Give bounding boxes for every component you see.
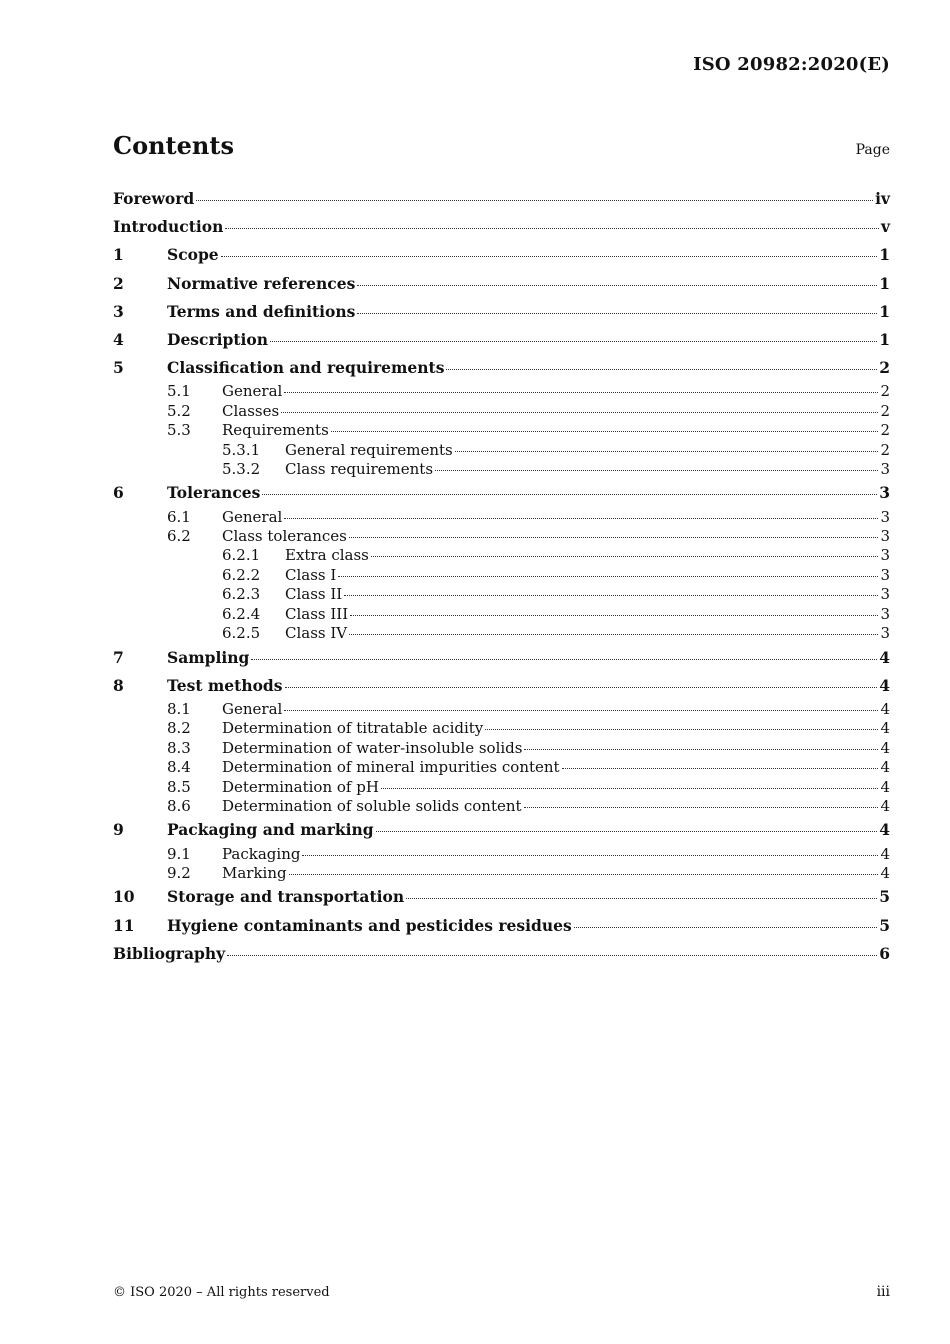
toc-entry[interactable] — [113, 546, 890, 565]
toc-entry-page: v — [880, 217, 890, 237]
dot-leader — [435, 469, 878, 471]
toc-entry-title: Classes — [222, 401, 280, 420]
toc-entry-page: 2 — [880, 440, 890, 459]
toc-entry-number: 6.1 — [167, 507, 191, 526]
toc-entry-title: Determination of water-insoluble solids — [222, 738, 523, 757]
dot-leader — [381, 787, 879, 789]
dot-leader — [289, 873, 879, 875]
dot-leader — [338, 575, 878, 577]
toc-entry-title: Terms and definitions — [167, 301, 356, 321]
toc-entry-number: 6.2 — [167, 527, 191, 546]
toc-entry-number: 2 — [113, 273, 124, 293]
toc-entry-page: 3 — [880, 604, 890, 623]
dot-leader — [574, 926, 878, 928]
toc-entry-number: 6.2.4 — [222, 604, 261, 623]
toc-entry-page: 2 — [880, 401, 890, 420]
page-column-label: Page — [855, 142, 890, 158]
page-number: iii — [876, 1284, 890, 1300]
toc-entry[interactable] — [113, 845, 890, 864]
dot-leader — [357, 284, 877, 286]
toc-entry-number: 8.5 — [167, 777, 191, 796]
toc-entry[interactable] — [113, 864, 890, 883]
dot-leader — [302, 854, 878, 856]
toc-entry-title: Description — [167, 330, 269, 350]
toc-entry-number: 8.4 — [167, 758, 191, 777]
toc-entry-page: 4 — [880, 738, 890, 757]
toc-entry-page: 4 — [880, 719, 890, 738]
toc-entry-page: 4 — [880, 758, 890, 777]
toc-entry-number: 5.3.2 — [222, 460, 261, 479]
dot-leader — [406, 897, 877, 899]
dot-leader — [331, 430, 879, 432]
toc-entry-title: Determination of mineral impurities content — [222, 758, 560, 777]
toc-entry-number: 6.2.3 — [222, 585, 261, 604]
toc-entry-page: 3 — [880, 585, 890, 604]
toc-entry-number: 9.2 — [167, 863, 191, 882]
dot-leader — [524, 806, 879, 808]
dot-leader — [446, 368, 877, 370]
toc-entry-number: 5.1 — [167, 382, 191, 401]
dot-leader — [455, 450, 879, 452]
toc-entry-page: 3 — [880, 624, 890, 643]
dot-leader — [376, 830, 878, 832]
toc-entry[interactable] — [113, 185, 890, 213]
dot-leader — [285, 686, 878, 688]
toc-entry-title: Marking — [222, 863, 287, 882]
dot-leader — [227, 954, 877, 956]
toc-entry-number: 8.1 — [167, 699, 191, 718]
toc-entry-title: Determination of pH — [222, 777, 379, 796]
toc-entry-title: Packaging — [222, 844, 301, 863]
toc-entry[interactable] — [113, 672, 890, 700]
copyright-notice: © ISO 2020 – All rights reserved — [113, 1285, 330, 1300]
toc-entry[interactable] — [113, 241, 890, 269]
toc-entry[interactable] — [113, 739, 890, 758]
toc-entry-page: iv — [875, 189, 890, 208]
toc-entry-title: Determination of soluble solids content — [222, 796, 522, 815]
toc-entry[interactable] — [113, 270, 890, 298]
toc-entry-page: 1 — [879, 273, 890, 293]
toc-entry[interactable] — [113, 460, 890, 479]
toc-entry-number: 10 — [113, 887, 135, 907]
toc-entry-page: 3 — [880, 565, 890, 584]
toc-entry-number: 6.2.1 — [222, 546, 261, 565]
dot-leader — [262, 493, 877, 495]
toc-entry-page: 4 — [880, 844, 890, 863]
toc-entry-title: Storage and transportation — [167, 887, 405, 907]
toc-entry-page: 4 — [880, 777, 890, 796]
toc-entry-number: 6 — [113, 483, 124, 503]
contents-title: Contents — [113, 131, 234, 160]
toc-entry-page: 4 — [880, 796, 890, 815]
toc-entry-page: 6 — [879, 943, 890, 963]
toc-entry[interactable] — [113, 354, 890, 382]
toc-entry-page: 2 — [879, 358, 890, 378]
dot-leader — [281, 411, 878, 413]
toc-entry[interactable] — [113, 479, 890, 507]
toc-entry[interactable] — [113, 758, 890, 777]
toc-entry-title: Class III — [285, 604, 349, 623]
toc-entry[interactable] — [113, 816, 890, 844]
toc-entry-page: 3 — [880, 507, 890, 526]
toc-entry[interactable] — [113, 527, 890, 546]
toc-entry-page: 3 — [880, 460, 890, 479]
toc-entry-number: 11 — [113, 915, 135, 935]
toc-entry-title: General requirements — [285, 440, 453, 459]
toc-entry-number: 7 — [113, 647, 124, 667]
toc-entry[interactable] — [113, 441, 890, 460]
toc-entry-number: 6.2.2 — [222, 565, 261, 584]
toc-entry[interactable] — [113, 326, 890, 354]
toc-entry[interactable] — [113, 644, 890, 672]
toc-entry-page: 4 — [879, 647, 890, 667]
toc-entry-title: General — [222, 507, 283, 526]
toc-entry-number: 5.2 — [167, 401, 191, 420]
toc-entry-title: Test methods — [167, 675, 283, 695]
toc-entry-page: 3 — [880, 527, 890, 546]
toc-entry[interactable] — [113, 883, 890, 911]
toc-entry-title: Foreword — [113, 189, 195, 208]
toc-entry-page: 4 — [880, 863, 890, 882]
toc-entry-title: Scope — [167, 245, 219, 265]
toc-entry-title: General — [222, 382, 283, 401]
toc-entry-number: 8.2 — [167, 719, 191, 738]
toc-entry-number: 6.2.5 — [222, 624, 261, 643]
toc-entry-page: 4 — [879, 675, 890, 695]
dot-leader — [349, 536, 879, 538]
dot-leader — [349, 633, 878, 635]
dot-leader — [225, 227, 879, 229]
dot-leader — [221, 255, 878, 257]
toc-entry-page: 3 — [879, 483, 890, 503]
toc-entry-title: Classification and requirements — [167, 358, 445, 378]
toc-entry[interactable] — [113, 382, 890, 401]
toc-entry-number: 4 — [113, 330, 124, 350]
toc-entry[interactable] — [113, 778, 890, 797]
toc-entry-number: 8.6 — [167, 796, 191, 815]
dot-leader — [270, 340, 877, 342]
toc-entry-number: 5 — [113, 358, 124, 378]
toc-entry-number: 9.1 — [167, 844, 191, 863]
toc-entry-title: Determination of titratable acidity — [222, 719, 484, 738]
dot-leader — [251, 658, 877, 660]
dot-leader — [284, 517, 878, 519]
toc-entry-title: Class II — [285, 585, 343, 604]
toc-entry-page: 1 — [879, 330, 890, 350]
table-of-contents — [113, 185, 890, 968]
toc-entry[interactable] — [113, 213, 890, 241]
toc-entry-title: Bibliography — [113, 943, 226, 963]
toc-entry-page: 4 — [880, 699, 890, 718]
toc-entry-title: Introduction — [113, 217, 224, 237]
toc-entry[interactable] — [113, 566, 890, 585]
toc-entry-title: Class IV — [285, 624, 348, 643]
toc-entry-page: 2 — [880, 382, 890, 401]
toc-entry-page: 1 — [879, 301, 890, 321]
toc-entry[interactable] — [113, 700, 890, 719]
toc-entry-page: 5 — [879, 915, 890, 935]
toc-entry[interactable] — [113, 585, 890, 604]
toc-entry[interactable] — [113, 605, 890, 624]
toc-entry-title: Class requirements — [285, 460, 434, 479]
toc-entry-page: 4 — [879, 820, 890, 840]
dot-leader — [485, 728, 878, 730]
toc-entry[interactable] — [113, 508, 890, 527]
dot-leader — [524, 748, 878, 750]
toc-entry[interactable] — [113, 624, 890, 643]
dot-leader — [284, 391, 878, 393]
toc-entry-title: Hygiene contaminants and pesticides residues — [167, 915, 572, 935]
toc-entry-page: 3 — [880, 546, 890, 565]
toc-entry-title: Class I — [285, 565, 337, 584]
toc-entry-title: Sampling — [167, 647, 250, 667]
toc-entry[interactable] — [113, 421, 890, 440]
toc-entry-number: 9 — [113, 820, 124, 840]
toc-entry-number: 5.3 — [167, 421, 191, 440]
toc-entry-page: 1 — [879, 245, 890, 265]
toc-entry-page: 5 — [879, 887, 890, 907]
toc-entry-title: Extra class — [285, 546, 369, 565]
toc-entry-title: General — [222, 699, 283, 718]
dot-leader — [350, 614, 878, 616]
toc-entry[interactable] — [113, 940, 890, 968]
toc-entry[interactable] — [113, 912, 890, 940]
toc-entry-number: 8 — [113, 675, 124, 695]
toc-entry-title: Class tolerances — [222, 527, 347, 546]
dot-leader — [196, 199, 873, 201]
dot-leader — [562, 767, 879, 769]
toc-entry[interactable] — [113, 797, 890, 816]
toc-entry-title: Packaging and marking — [167, 820, 374, 840]
toc-entry[interactable] — [113, 719, 890, 738]
toc-entry-page: 2 — [880, 421, 890, 440]
toc-entry[interactable] — [113, 298, 890, 326]
toc-entry-title: Tolerances — [167, 483, 261, 503]
dot-leader — [344, 594, 878, 596]
toc-entry-title: Requirements — [222, 421, 329, 440]
toc-entry-title: Normative references — [167, 273, 356, 293]
dot-leader — [357, 312, 877, 314]
toc-entry-number: 3 — [113, 301, 124, 321]
dot-leader — [284, 709, 878, 711]
toc-entry-number: 1 — [113, 245, 124, 265]
toc-entry-number: 5.3.1 — [222, 440, 261, 459]
toc-entry-number: 8.3 — [167, 738, 191, 757]
dot-leader — [371, 555, 879, 557]
toc-entry[interactable] — [113, 402, 890, 421]
document-id: ISO 20982:2020(E) — [693, 54, 890, 75]
